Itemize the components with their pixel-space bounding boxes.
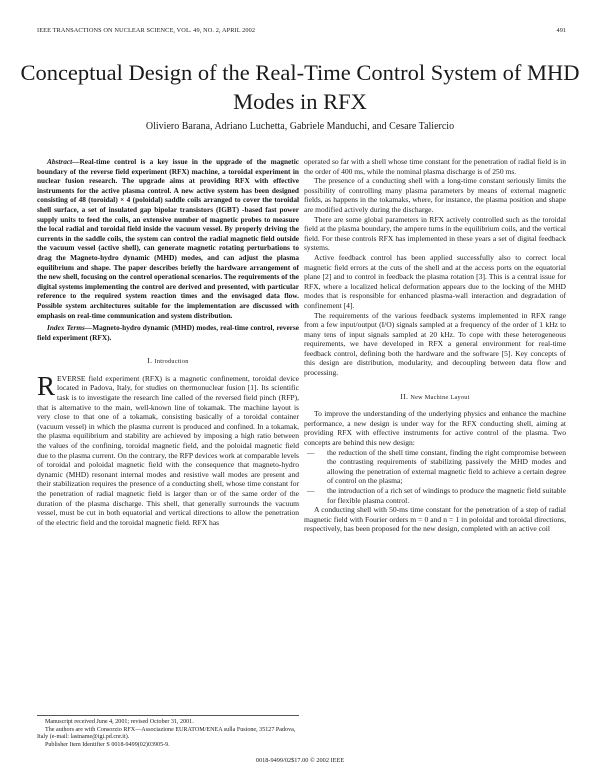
footnote-pii: Publisher Item Identifier S 0018-9499(02)03905-9. (45, 741, 170, 748)
paragraph-shell-proposal: A conducting shell with 50-ms time constant for the penetration of a step of radial magnetic field with Fourier orders m = 0 and n = 1 in poloidal and toroidal directions, respectively, has been proposed for the new design, completed with an active coil (304, 505, 566, 534)
paragraph-requirements: The requirements of the various feedback systems implemented in RFX range from a few input/output (I/O) signals sampled at a frequency of the order of 1 kHz to many tens of input signals sampled at 20 kHz. To cope with these heterogeneous requirements, we have developed in RFX a general environment for real-time feedback control, defining both the hardware and the software [5]. Key concepts of this design are distribution, modularity, and decoupling between data flow and processing. (304, 310, 566, 378)
abstract (37, 157, 299, 320)
list-item-text: the reduction of the shell time constant, finding the right compromise between the contrasting requirements of stabilizing passively the MHD modes and allowing the penetration of external magnetic field to achieve a certain degree of control on the plasma; (327, 447, 566, 486)
footnote-affiliation: The authors are with Consorzio RFX—Associazione EURATOM/ENEA sulla Fusione, 35127 Padova, Italy (e-mail: lastname@igi.pd.cnr.it). (37, 726, 296, 741)
section-1-title: Introduction (154, 358, 189, 366)
journal-header: IEEE TRANSACTIONS ON NUCLEAR SCIENCE, VOL. 49, NO. 2, APRIL 2002 (37, 27, 256, 34)
paragraph-active-feedback: Active feedback control has been applied successfully also to correct local magnetic field errors at the cuts of the shell and at the access ports on the equatorial plane [2] and to control in feedback the plasma rotation [3]. This is a central issue for RFX, where a localized helical deformation appears due to the locking of the MHD modes that is responsible for enhanced plasma-wall interaction and degradation of confinement [4]. (304, 252, 566, 310)
footnote-received: Manuscript received June 4, 2001; revised October 31, 2001. (45, 719, 194, 725)
list-dash: — (307, 486, 315, 495)
left-column (37, 157, 299, 527)
index-terms-label: Index Terms— (47, 323, 93, 333)
list-item (304, 486, 566, 505)
page-number: 491 (556, 27, 566, 34)
section-2-number: II. (400, 391, 409, 401)
paragraph-new-design: To improve the understanding of the underlying physics and enhance the machine performance, a new design is under way for the RFX conducting shell, aiming at providing RFX with effective instruments for active control of the plasma. Two concepts are behind this new design: (304, 409, 566, 448)
index-terms (37, 323, 299, 342)
paragraph-global-parameters: There are some global parameters in RFX actively controlled such as the toroidal field at the plasma boundary, the ampere turns in the equilibrium coils, and the vertical field. For these controls RFX has implemented in these years a set of digital feedback systems. (304, 214, 566, 253)
paragraph-conducting-shell: The presence of a conducting shell with a long-time constant seriously limits the possibility of controlling many plasma parameters by means of external magnetic fields, as happens in the tokamaks, where, for instance, the plasma position and shape are modified actively during the discharge. (304, 176, 566, 214)
footnotes (37, 715, 299, 749)
list-item-text: the introduction of a rich set of windings to produce the magnetic field suitable for flexible plasma control. (327, 486, 566, 505)
section-1-number: I. (147, 356, 153, 366)
paper-title: Conceptual Design of the Real-Time Control System of MHD Modes in RFX (20, 60, 580, 114)
intro-paragraph (37, 370, 299, 528)
drop-cap: R (37, 370, 56, 401)
section-2-heading (304, 392, 566, 403)
author-list: Oliviero Barana, Adriano Luchetta, Gabriele Manduchi, and Cesare Taliercio (145, 121, 455, 132)
abstract-label: Abstract— (47, 157, 80, 166)
intro-paragraph-text: EVERSE field experiment (RFX) is a magnetic confinement, toroidal device located in Padova, Italy, for studies on thermonuclear fusion [1]. Its scientific task is to investigate the research line called of the reversed field pinch (RFP), that is alternative to the main, well-known line of tokamak. The machine layout is very close to that one of a tokamak, consisting basically of a toroidal container (vacuum vessel) in which the plasma current is produced and confined. In a tokamak, the plasma equilibrium and stability are achieved by imposing a high ratio between the values of the confining, toroidal magnetic field, and the poloidal magnetic field due to the plasma current. On the contrary, the RFP devices work at comparable levels of toroidal and poloidal magnetic field with the consequence that magneto-hydro dynamic (MHD) resonant internal modes and resistive wall modes are present and their stabilization requires the presence of a conducting shell, whose time constant for the penetration of radial magnetic field is larger than or of the same order of the duration of the plasma discharge. This shell, that generally surrounds the vacuum vessel, must be cut in both equatorial and vertical directions to allow the penetration of the electric field and the toroidal magnetic field. RFX has (37, 373, 299, 527)
section-2-title: New Machine Layout (410, 393, 470, 401)
paragraph-continued: operated so far with a shell whose time constant for the penetration of radial field is in the order of 400 ms, while the nominal plasma discharge is of 250 ms. (304, 157, 566, 176)
index-terms-text: Magneto-hydro dynamic (MHD) modes, real-time control, reverse field experiment (RFX). (37, 323, 299, 342)
list-item (304, 448, 566, 486)
abstract-text: Real-time control is a key issue in the upgrade of the magnetic boundary of the reverse field experiment (RFX) machine, a toroidal experiment in nuclear fusion research. The upgrade aims at providing RFX with effective instruments for the active plasma control. A new active system has been designed consisting of 48 (toroidal) × 4 (poloidal) saddle coils arranged to cover the toroidal shell surface, a set of insulated gap bipolar transistors (IGBT) -based fast power supply units to feed the coils, an extensive number of magnetic probes to measure the local radial and toroidal field inside the vacuum vessel. By properly driving the currents in the saddle coils, the system can control the radial magnetic field outside the vacuum vessel (active shell), can generate magnetic rotating perturbations to drag the Magneto-hydro dynamic (MHD) modes, and can adjust the plasma equilibrium and shape. The paper describes briefly the hardware arrangement of the new shell, focusing on the control operational scenarios. The requirements of the digital systems implementing the control are derived and presented, with particular reference to the required system reaction times and the envisaged data flow. Possible system architectures suitable for the implementation are discussed with emphasis on real-time communication and system distribution. (37, 157, 299, 320)
section-1-heading (37, 356, 299, 367)
list-dash: — (307, 447, 315, 457)
copyright-footer: 0018-9499/02$17.00 © 2002 IEEE (255, 757, 345, 764)
right-column (304, 157, 566, 534)
